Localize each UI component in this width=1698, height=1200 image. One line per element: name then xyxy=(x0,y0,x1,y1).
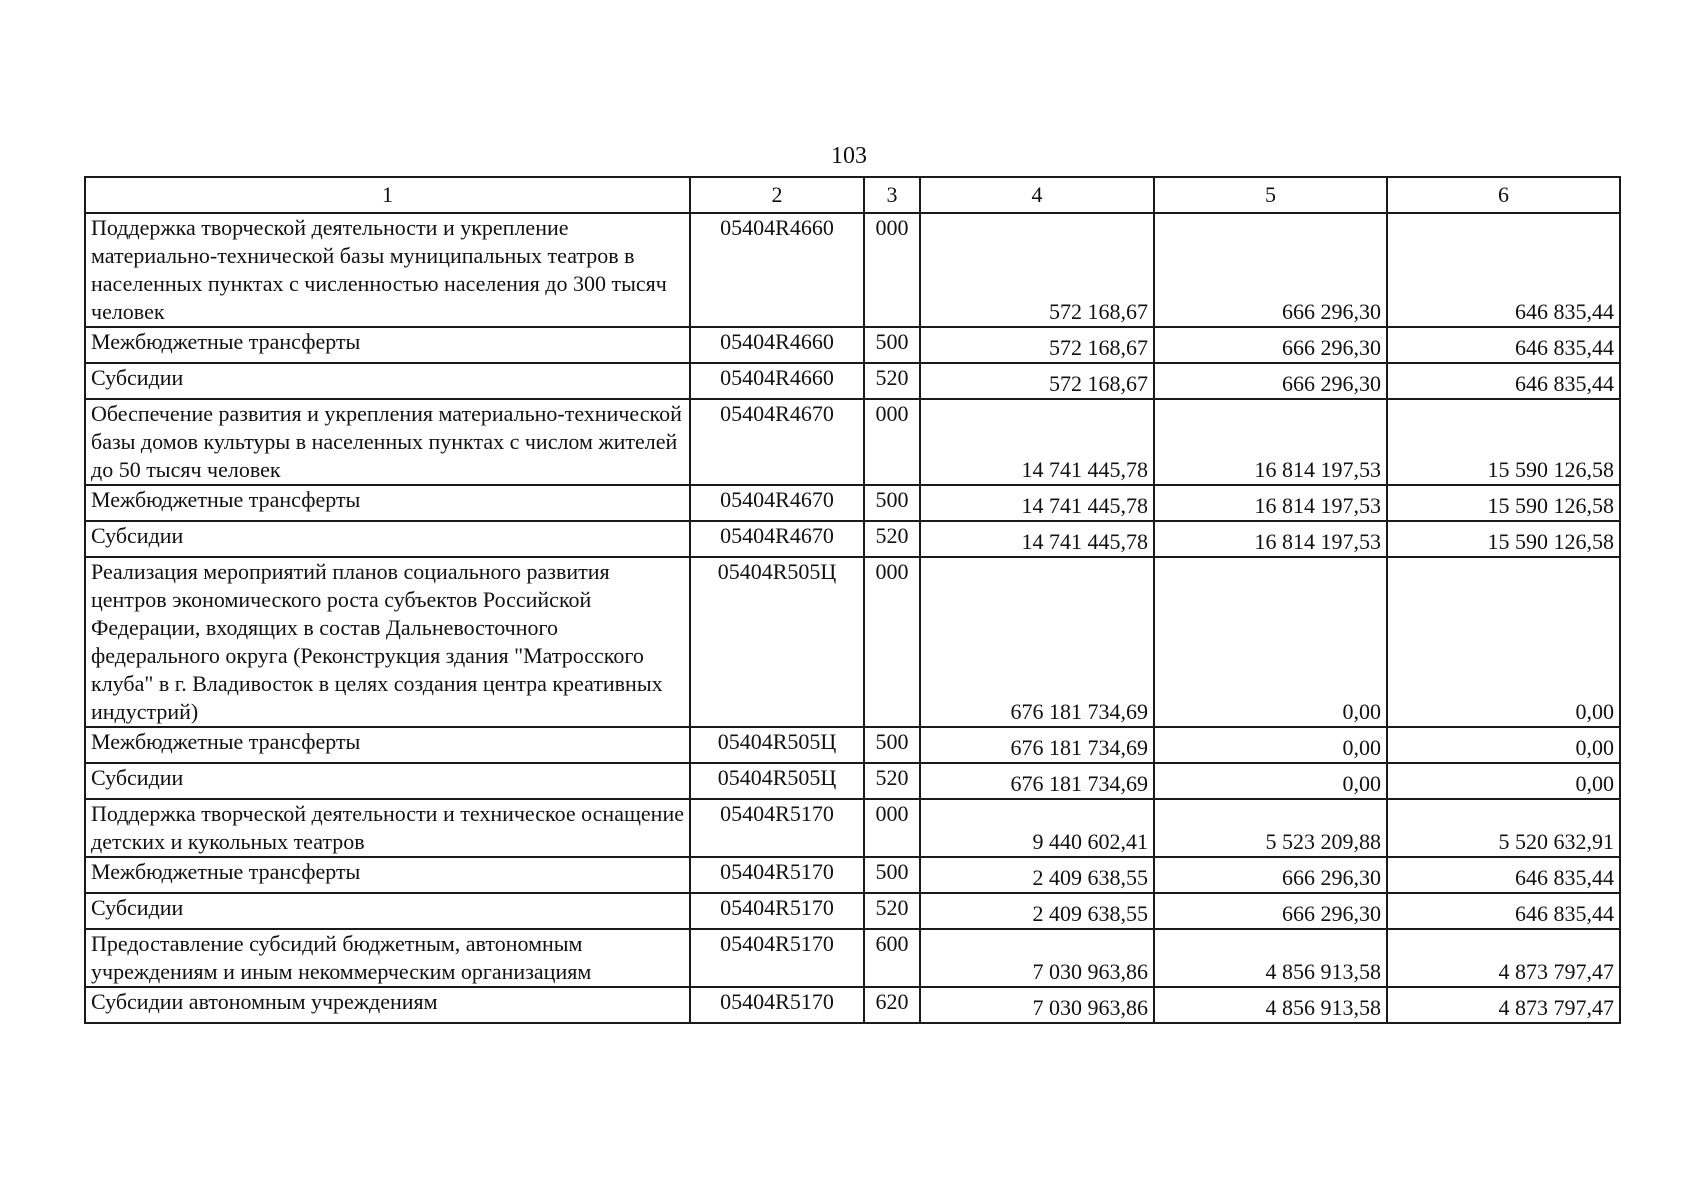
row-value-4: 7 030 963,86 xyxy=(920,987,1154,1023)
table-row xyxy=(85,763,1620,799)
row-value-6: 646 835,44 xyxy=(1387,363,1620,399)
row-value-5: 666 296,30 xyxy=(1154,893,1387,929)
row-expense-type: 500 xyxy=(864,727,920,763)
row-value-6: 15 590 126,58 xyxy=(1387,485,1620,521)
row-value-4: 2 409 638,55 xyxy=(920,857,1154,893)
row-value-6: 15 590 126,58 xyxy=(1387,521,1620,557)
table-row xyxy=(85,557,1620,727)
row-value-6: 5 520 632,91 xyxy=(1387,799,1620,857)
row-expense-type: 500 xyxy=(864,485,920,521)
table-row xyxy=(85,363,1620,399)
row-value-6: 0,00 xyxy=(1387,727,1620,763)
table-row xyxy=(85,857,1620,893)
row-code: 05404R505Ц xyxy=(690,557,864,727)
page-number: 103 xyxy=(831,143,867,169)
row-expense-type: 000 xyxy=(864,557,920,727)
row-value-4: 676 181 734,69 xyxy=(920,763,1154,799)
row-value-5: 4 856 913,58 xyxy=(1154,987,1387,1023)
row-value-4: 14 741 445,78 xyxy=(920,521,1154,557)
row-value-4: 676 181 734,69 xyxy=(920,557,1154,727)
row-value-5: 666 296,30 xyxy=(1154,327,1387,363)
row-value-4: 7 030 963,86 xyxy=(920,929,1154,987)
row-value-4: 572 168,67 xyxy=(920,327,1154,363)
row-value-4: 2 409 638,55 xyxy=(920,893,1154,929)
row-name: Субсидии автономным учреждениям xyxy=(85,987,690,1023)
row-value-5: 0,00 xyxy=(1154,557,1387,727)
row-code: 05404R5170 xyxy=(690,893,864,929)
row-name: Поддержка творческой деятельности и укрепление материально-технической базы муниципальных театров в населенных пунктах с численностью населения до 300 тысяч человек xyxy=(85,213,690,327)
row-value-6: 646 835,44 xyxy=(1387,857,1620,893)
table-row xyxy=(85,727,1620,763)
row-name: Субсидии xyxy=(85,763,690,799)
row-value-5: 16 814 197,53 xyxy=(1154,485,1387,521)
table-row xyxy=(85,987,1620,1023)
row-value-4: 572 168,67 xyxy=(920,213,1154,327)
table-row xyxy=(85,521,1620,557)
row-code: 05404R4660 xyxy=(690,213,864,327)
row-value-6: 0,00 xyxy=(1387,763,1620,799)
table-row xyxy=(85,893,1620,929)
row-expense-type: 500 xyxy=(864,327,920,363)
row-value-6: 4 873 797,47 xyxy=(1387,929,1620,987)
row-value-4: 9 440 602,41 xyxy=(920,799,1154,857)
row-value-5: 16 814 197,53 xyxy=(1154,399,1387,485)
col-header-3: 3 xyxy=(864,177,920,213)
row-value-5: 0,00 xyxy=(1154,763,1387,799)
row-name: Межбюджетные трансферты xyxy=(85,857,690,893)
row-code: 05404R5170 xyxy=(690,799,864,857)
row-expense-type: 000 xyxy=(864,799,920,857)
table-row xyxy=(85,399,1620,485)
row-value-5: 4 856 913,58 xyxy=(1154,929,1387,987)
row-value-6: 4 873 797,47 xyxy=(1387,987,1620,1023)
row-code: 05404R505Ц xyxy=(690,727,864,763)
budget-table xyxy=(84,176,1621,1024)
row-name: Субсидии xyxy=(85,893,690,929)
row-value-6: 15 590 126,58 xyxy=(1387,399,1620,485)
row-expense-type: 500 xyxy=(864,857,920,893)
row-value-5: 16 814 197,53 xyxy=(1154,521,1387,557)
row-value-6: 0,00 xyxy=(1387,557,1620,727)
col-header-2: 2 xyxy=(690,177,864,213)
row-value-4: 676 181 734,69 xyxy=(920,727,1154,763)
row-code: 05404R4660 xyxy=(690,363,864,399)
row-expense-type: 520 xyxy=(864,363,920,399)
col-header-1: 1 xyxy=(85,177,690,213)
row-expense-type: 520 xyxy=(864,893,920,929)
row-value-6: 646 835,44 xyxy=(1387,893,1620,929)
row-name: Предоставление субсидий бюджетным, автономным учреждениям и иным некоммерческим организациям xyxy=(85,929,690,987)
row-code: 05404R4670 xyxy=(690,399,864,485)
row-value-5: 5 523 209,88 xyxy=(1154,799,1387,857)
row-name: Межбюджетные трансферты xyxy=(85,727,690,763)
row-name: Реализация мероприятий планов социального развития центров экономического роста субъектов Российской Федерации, входящих в состав Дальневосточного федерального округа (Реконструкция здания "Матросского клуба" в г. Владивосток в целях создания центра креативных индустрий) xyxy=(85,557,690,727)
row-value-5: 666 296,30 xyxy=(1154,213,1387,327)
col-header-4: 4 xyxy=(920,177,1154,213)
row-expense-type: 520 xyxy=(864,763,920,799)
row-value-6: 646 835,44 xyxy=(1387,213,1620,327)
row-code: 05404R5170 xyxy=(690,987,864,1023)
row-value-4: 572 168,67 xyxy=(920,363,1154,399)
row-name: Межбюджетные трансферты xyxy=(85,327,690,363)
row-value-4: 14 741 445,78 xyxy=(920,399,1154,485)
col-header-6: 6 xyxy=(1387,177,1620,213)
row-expense-type: 620 xyxy=(864,987,920,1023)
row-name: Субсидии xyxy=(85,363,690,399)
table-row xyxy=(85,213,1620,327)
row-name: Субсидии xyxy=(85,521,690,557)
row-expense-type: 520 xyxy=(864,521,920,557)
table-row xyxy=(85,327,1620,363)
row-code: 05404R5170 xyxy=(690,929,864,987)
table-row xyxy=(85,485,1620,521)
row-value-5: 0,00 xyxy=(1154,727,1387,763)
row-code: 05404R4660 xyxy=(690,327,864,363)
table-row xyxy=(85,929,1620,987)
row-code: 05404R4670 xyxy=(690,485,864,521)
row-expense-type: 000 xyxy=(864,399,920,485)
row-value-5: 666 296,30 xyxy=(1154,363,1387,399)
row-code: 05404R5170 xyxy=(690,857,864,893)
row-name: Межбюджетные трансферты xyxy=(85,485,690,521)
row-code: 05404R4670 xyxy=(690,521,864,557)
col-header-5: 5 xyxy=(1154,177,1387,213)
row-name: Обеспечение развития и укрепления материально-технической базы домов культуры в населенных пунктах с числом жителей до 50 тысяч человек xyxy=(85,399,690,485)
table-row xyxy=(85,799,1620,857)
row-expense-type: 600 xyxy=(864,929,920,987)
table-header-row xyxy=(85,177,1620,213)
row-value-4: 14 741 445,78 xyxy=(920,485,1154,521)
row-name: Поддержка творческой деятельности и техническое оснащение детских и кукольных театров xyxy=(85,799,690,857)
row-value-5: 666 296,30 xyxy=(1154,857,1387,893)
row-value-6: 646 835,44 xyxy=(1387,327,1620,363)
row-code: 05404R505Ц xyxy=(690,763,864,799)
row-expense-type: 000 xyxy=(864,213,920,327)
